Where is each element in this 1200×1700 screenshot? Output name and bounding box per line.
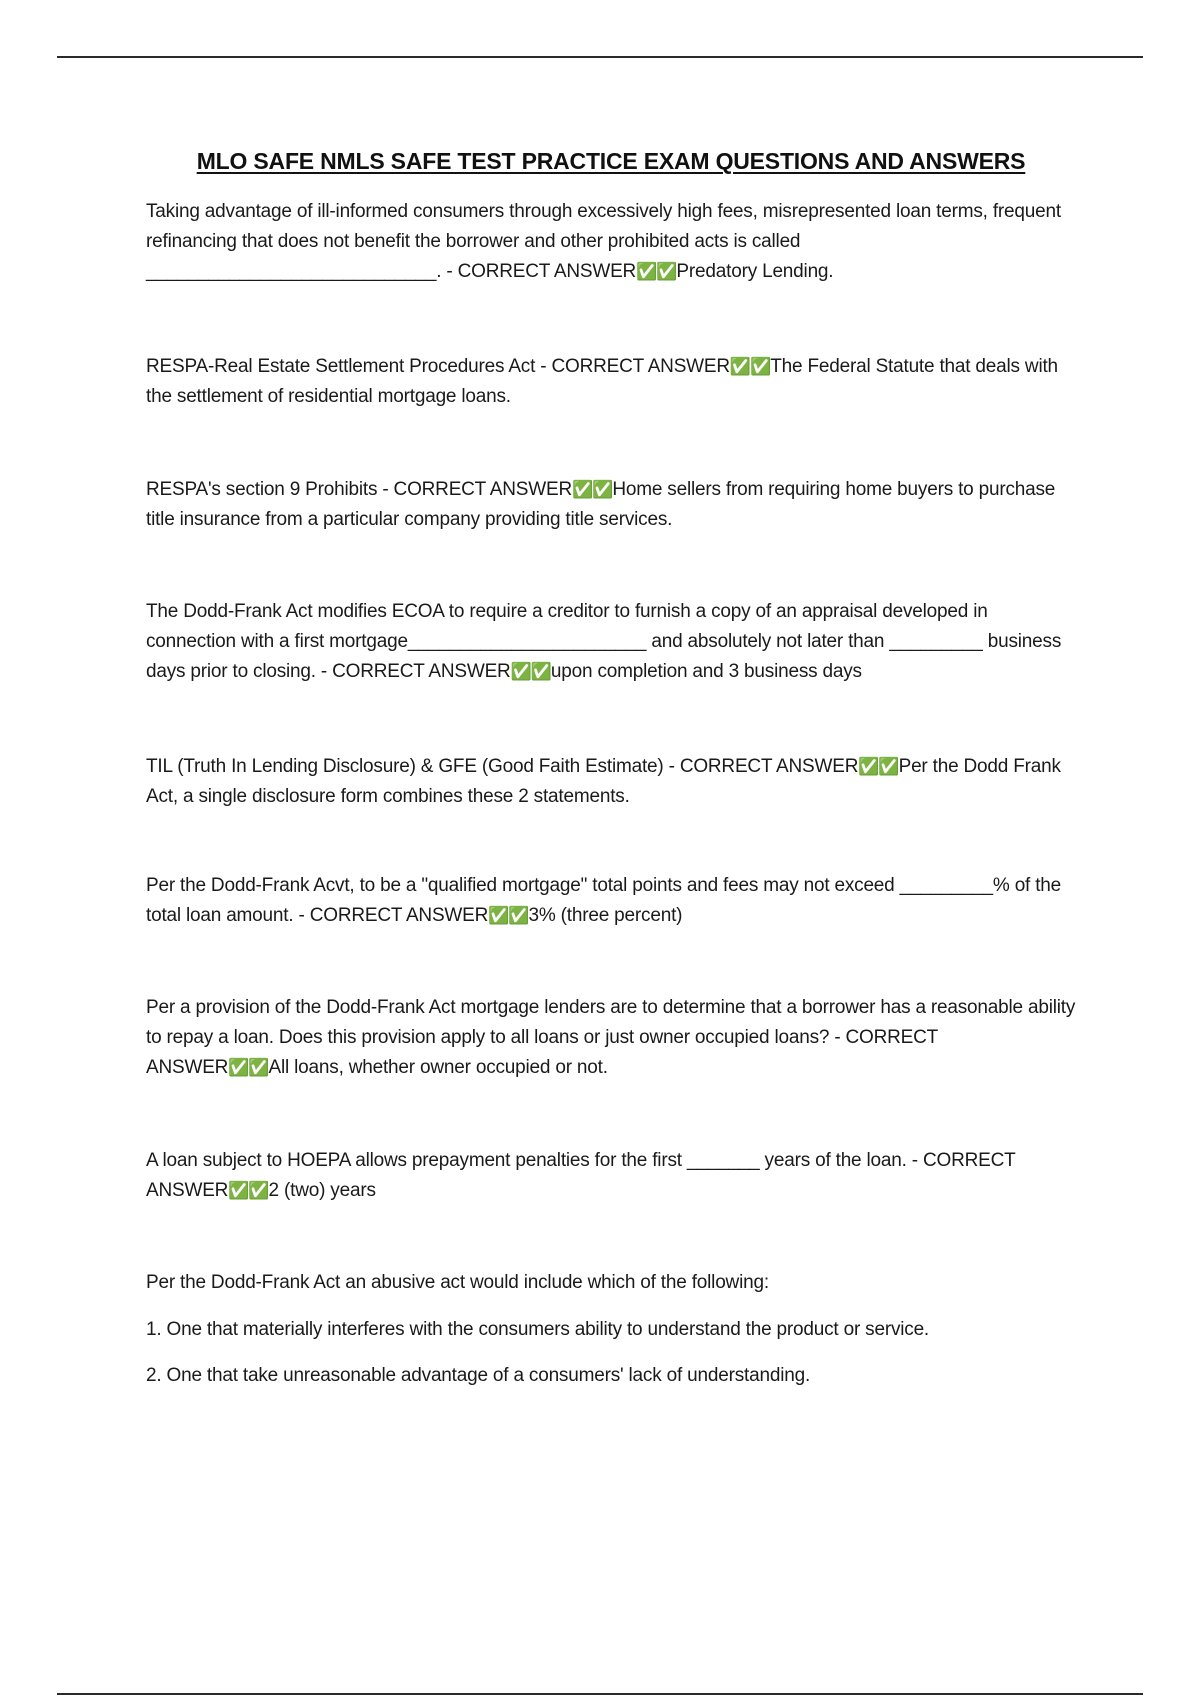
option-item-1: 1. One that materially interferes with the consumers ability to understand the product or service. <box>146 1319 930 1340</box>
double-check-icon: ✅✅ <box>488 906 529 925</box>
qa-entry-3 <box>146 475 1076 535</box>
qa-entry-6 <box>146 871 1076 931</box>
top-rule <box>57 56 1143 58</box>
qa-entry-2 <box>146 352 1076 412</box>
qa-entry-7 <box>146 993 1076 1083</box>
double-check-icon: ✅✅ <box>571 480 613 499</box>
question-text: Per the Dodd-Frank Acvt, to be a "qualified mortgage" total points and fees may not exceed _________% of the total loan amount. - <box>146 875 1062 926</box>
qa-entry-4 <box>146 597 1076 687</box>
question-text: Per a provision of the Dodd-Frank Act mortgage lenders are to determine that a borrower has a reasonable ability to repay a loan. Does this provision apply to all loans or just owner occupied loans? - <box>146 997 1076 1048</box>
double-check-icon: ✅✅ <box>858 757 899 776</box>
question-text: TIL (Truth In Lending Disclosure) & GFE (Good Faith Estimate) - <box>146 756 680 777</box>
qa-entry-8 <box>146 1146 1076 1206</box>
answer-text: Home sellers from requiring home buyers to purchase title insurance from a particular company providing title services. <box>146 479 1056 530</box>
qa-entry-1 <box>146 197 1076 287</box>
qa-entry-5 <box>146 752 1076 812</box>
double-check-icon: ✅✅ <box>510 662 551 681</box>
answer-text: The Federal Statute that deals with the settlement of residential mortgage loans. <box>146 356 1058 407</box>
answer-marker: CORRECT ANSWER <box>309 905 489 926</box>
answer-marker: CORRECT ANSWER <box>146 1027 938 1078</box>
question-text: RESPA's section 9 Prohibits - <box>146 479 394 500</box>
question-text: The Dodd-Frank Act modifies ECOA to require a creditor to furnish a copy of an appraisal developed in connection with a first mortgage_______________________ and absolutely not later than _________ business days prior to closing. - <box>146 601 1062 682</box>
answer-marker: CORRECT ANSWER <box>146 1150 1016 1201</box>
bottom-rule <box>57 1693 1143 1695</box>
question-text: Taking advantage of ill-informed consumers through excessively high fees, misrepresented loan terms, frequent refinancing that does not benefit the borrower and other prohibited acts is called ____________________________. - <box>146 201 1061 282</box>
page-title: MLO SAFE NMLS SAFE TEST PRACTICE EXAM QUESTIONS AND ANSWERS <box>196 148 1026 174</box>
double-check-icon: ✅✅ <box>228 1181 269 1200</box>
answer-text: 2 (two) years <box>268 1180 376 1201</box>
question-text: A loan subject to HOEPA allows prepayment penalties for the first _______ years of the loan. - <box>146 1150 923 1171</box>
answer-text: 3% (three percent) <box>528 905 683 926</box>
answer-text: Predatory Lending. <box>676 261 834 282</box>
answer-text: All loans, whether owner occupied or not. <box>268 1057 608 1078</box>
answer-marker: CORRECT ANSWER <box>332 661 511 682</box>
answer-text: Per the Dodd Frank Act, a single disclosure form combines these 2 statements. <box>146 756 1061 807</box>
answer-marker: CORRECT ANSWER <box>551 356 730 377</box>
answer-marker: CORRECT ANSWER <box>393 479 572 500</box>
answer-marker: CORRECT ANSWER <box>457 261 637 282</box>
question-stem: Per the Dodd-Frank Act an abusive act would include which of the following: <box>146 1272 769 1293</box>
double-check-icon: ✅✅ <box>228 1058 269 1077</box>
question-text: RESPA-Real Estate Settlement Procedures Act - <box>146 356 552 377</box>
option-item-2: 2. One that take unreasonable advantage of a consumers' lack of understanding. <box>146 1365 811 1386</box>
answer-marker: CORRECT ANSWER <box>679 756 859 777</box>
double-check-icon: ✅✅ <box>636 262 677 281</box>
answer-text: upon completion and 3 business days <box>550 661 862 682</box>
double-check-icon: ✅✅ <box>729 357 771 376</box>
